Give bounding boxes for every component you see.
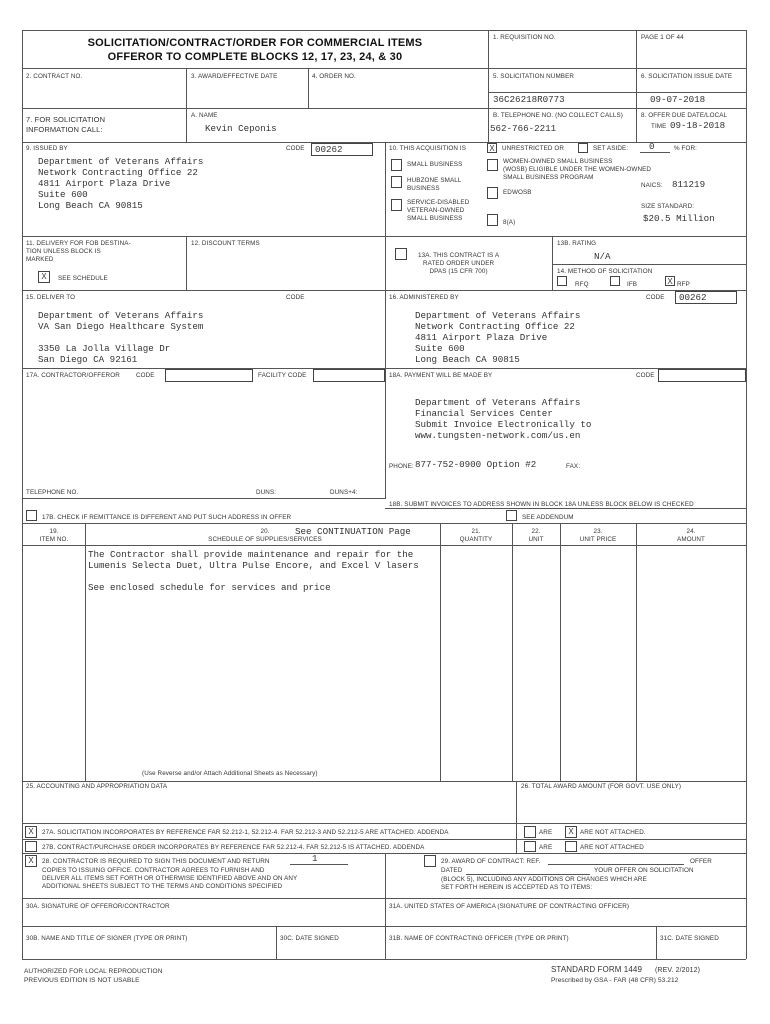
administered-code: 00262 bbox=[679, 292, 707, 303]
discount-terms-label: 12. DISCOUNT TERMS bbox=[191, 240, 260, 247]
contractor-code-label: CODE bbox=[136, 372, 155, 379]
unrestricted-checkbox[interactable]: X bbox=[487, 143, 497, 153]
set-aside-label: SET ASIDE: bbox=[593, 145, 629, 152]
solicitation-no-field[interactable]: 36C26218R0773 bbox=[493, 94, 565, 105]
issued-by-code-label: CODE bbox=[286, 145, 305, 152]
eight-a-label: 8(A) bbox=[503, 219, 516, 226]
offer-label: OFFER bbox=[690, 858, 712, 865]
col-unit-price: 23. UNIT PRICE bbox=[579, 528, 617, 543]
info-call-label: 7. FOR SOLICITATION INFORMATION CALL: bbox=[26, 115, 106, 134]
continuation-note: See CONTINUATION Page bbox=[295, 526, 411, 537]
col-schedule: 20. SCHEDULE OF SUPPLIES/SERVICES bbox=[208, 528, 322, 543]
rfp-label: RFP bbox=[677, 281, 690, 288]
offeror-signature-label: 30A. SIGNATURE OF OFFEROR/CONTRACTOR bbox=[26, 903, 170, 910]
far-27b-checkbox[interactable] bbox=[25, 841, 37, 852]
hubzone-checkbox[interactable] bbox=[391, 176, 402, 188]
col-quantity: 21. QUANTITY bbox=[459, 528, 493, 543]
rfq-label: RFQ bbox=[575, 281, 589, 288]
sign-required-checkbox[interactable]: X bbox=[25, 855, 37, 867]
duns-label: DUNS: bbox=[256, 489, 277, 496]
unrestricted-label: UNRESTRICTED OR bbox=[502, 145, 565, 152]
offeror-date-label: 30C. DATE SIGNED bbox=[280, 935, 339, 942]
payment-code-box[interactable] bbox=[658, 369, 746, 382]
ifb-checkbox[interactable] bbox=[610, 276, 620, 286]
payment-phone-label: PHONE: bbox=[389, 463, 414, 470]
small-business-label: SMALL BUSINESS bbox=[407, 161, 463, 168]
phone-field[interactable]: 562-766-2211 bbox=[490, 123, 557, 134]
award-ref-label: 29. AWARD OF CONTRACT: REF. bbox=[441, 858, 541, 865]
far-27a-checkbox[interactable]: X bbox=[25, 826, 37, 838]
are-not-27b-checkbox[interactable] bbox=[565, 841, 577, 852]
sign-required-label: 28. CONTRACTOR IS REQUIRED TO SIGN THIS DOCUMENT AND RETURN bbox=[42, 858, 270, 865]
remittance-checkbox[interactable] bbox=[26, 510, 37, 521]
delivery-fob-label: 11. DELIVERY FOR FOB DESTINA- TION UNLESS BLOCK IS MARKED bbox=[26, 240, 131, 263]
co-name-label: 31B. NAME OF CONTRACTING OFFICER (TYPE OR PRINT) bbox=[389, 935, 569, 942]
rated-order-label: 13A. THIS CONTRACT IS A RATED ORDER UNDER DPAS (15 CFR 700) bbox=[418, 252, 500, 275]
form-title-line1: SOLICITATION/CONTRACT/ORDER FOR COMMERCIAL ITEMS bbox=[87, 37, 423, 49]
administered-by-address: Department of Veterans Affairs Network Contracting Office 22 4811 Airport Plaza Drive Suite 600 Long Beach CA 90815 bbox=[415, 310, 581, 365]
addendum-checkbox[interactable] bbox=[506, 510, 517, 521]
payment-label: 18A. PAYMENT WILL BE MADE BY bbox=[389, 372, 493, 379]
footer-prescribed: Prescribed by GSA - FAR (48 CFR) 53.212 bbox=[551, 977, 679, 984]
contract-no-label: 2. CONTRACT NO. bbox=[26, 73, 83, 80]
award-date-label: 3. AWARD/EFFECTIVE DATE bbox=[191, 73, 278, 80]
time-label: TIME bbox=[651, 123, 667, 130]
deliver-to-code-label: CODE bbox=[286, 294, 305, 301]
pct-for-label: % FOR: bbox=[674, 145, 697, 152]
method-label: 14. METHOD OF SOLICITATION bbox=[557, 268, 653, 275]
facility-code-box[interactable] bbox=[313, 369, 385, 382]
footer-revision: (REV. 2/2012) bbox=[655, 967, 701, 974]
hubzone-label: HUBZONE SMALL BUSINESS bbox=[407, 177, 462, 192]
sign-required-text: COPIES TO ISSUING OFFICE. CONTRACTOR AGREES TO FURNISH AND DELIVER ALL ITEMS SET FORTH OR OTHERWISE IDENTIFIED ABOVE AND ON ANY ADDITIONAL SHEETS SUBJECT TO THE TERMS AND CONDITIONS SPECIFIED bbox=[42, 867, 298, 890]
facility-code-label: FACILITY CODE bbox=[258, 372, 307, 379]
col-item-no: 19. ITEM NO. bbox=[39, 528, 69, 543]
far-27b-label: 27B. CONTRACT/PURCHASE ORDER INCORPORATES BY REFERENCE FAR 52.212-4. FAR 52.212-5 IS ATTACHED. ADDENDA bbox=[42, 844, 425, 851]
signer-name-label: 30B. NAME AND TITLE OF SIGNER (TYPE OR PRINT) bbox=[26, 935, 188, 942]
issued-by-code-box[interactable] bbox=[311, 143, 373, 156]
see-schedule-checkbox[interactable]: X bbox=[38, 271, 50, 283]
footer-reproduction: AUTHORIZED FOR LOCAL REPRODUCTION PREVIOUS EDITION IS NOT USABLE bbox=[24, 968, 163, 984]
are-27a-checkbox[interactable] bbox=[524, 826, 536, 838]
rfp-checkbox[interactable]: X bbox=[665, 276, 675, 286]
size-standard-label: SIZE STANDARD: bbox=[641, 203, 695, 210]
contact-name-label: A. NAME bbox=[191, 112, 218, 119]
payment-address: Department of Veterans Affairs Financial Services Center Submit Invoice Electronically to www.tungsten-network.com/us.en bbox=[415, 397, 592, 441]
your-offer-label: YOUR OFFER ON SOLICITATION bbox=[594, 867, 694, 874]
are-not-27a-label: ARE NOT ATTACHED. bbox=[580, 829, 646, 836]
set-aside-checkbox[interactable] bbox=[578, 143, 588, 153]
col-amount: 24. AMOUNT bbox=[677, 528, 705, 543]
payment-phone-field[interactable]: 877-752-0900 Option #2 bbox=[415, 459, 537, 470]
small-business-checkbox[interactable] bbox=[391, 159, 402, 171]
col-unit: 22. UNIT bbox=[528, 528, 544, 543]
form-title-line2: OFFEROR TO COMPLETE BLOCKS 12, 17, 23, 24, & 30 bbox=[107, 51, 403, 63]
sdvosb-checkbox[interactable] bbox=[391, 199, 402, 211]
rating-label: 13B. RATING bbox=[557, 240, 597, 247]
addendum-label: SEE ADDENDUM bbox=[522, 514, 574, 521]
contractor-code-box[interactable] bbox=[165, 369, 253, 382]
offer-due-label: 8. OFFER DUE DATE/LOCAL bbox=[641, 112, 728, 119]
naics-label: NAICS: bbox=[641, 182, 663, 189]
usa-signature-label: 31A. UNITED STATES OF AMERICA (SIGNATURE OF CONTRACTING OFFICER) bbox=[389, 903, 630, 910]
far-27a-label: 27A. SOLICITATION INCORPORATES BY REFERENCE FAR 52.212-1, 52.212-4. FAR 52.212-3 AND 52.212-5 ARE ATTACHED. ADDENDA bbox=[42, 829, 449, 836]
deliver-to-address: Department of Veterans Affairs VA San Diego Healthcare System 3350 La Jolla Village Dr San Diego CA 92161 bbox=[38, 310, 204, 365]
naics-field[interactable]: 811219 bbox=[672, 179, 706, 190]
acquisition-label: 10. THIS ACQUISITION IS bbox=[389, 145, 467, 152]
award-text: (BLOCK 5), INCLUDING ANY ADDITIONS OR CHANGES WHICH ARE SET FORTH HEREIN IS ACCEPTED AS TO ITEMS: bbox=[441, 876, 647, 891]
administered-code-box[interactable] bbox=[675, 291, 737, 304]
schedule-footnote: (Use Reverse and/or Attach Additional Sheets as Necessary) bbox=[142, 770, 318, 777]
ifb-label: IFB bbox=[627, 281, 638, 288]
contractor-label: 17A. CONTRACTOR/OFFEROR bbox=[26, 372, 120, 379]
co-date-label: 31C. DATE SIGNED bbox=[660, 935, 719, 942]
copies-field[interactable]: 1 bbox=[312, 853, 318, 864]
solicitation-no-label: 5. SOLICITATION NUMBER bbox=[493, 73, 575, 80]
phone-label: B. TELEPHONE NO. (NO COLLECT CALLS) bbox=[493, 112, 623, 119]
issue-date-field[interactable]: 09-07-2018 bbox=[650, 94, 706, 105]
edwosb-label: EDWOSB bbox=[503, 189, 532, 196]
issued-by-address: Department of Veterans Affairs Network Contracting Office 22 4811 Airport Plaza Drive Suite 600 Long Beach CA 90815 bbox=[38, 156, 204, 211]
award-checkbox[interactable] bbox=[424, 855, 436, 867]
are-not-27a-checkbox[interactable]: X bbox=[565, 826, 577, 838]
dated-label: DATED bbox=[441, 867, 463, 874]
order-no-label: 4. ORDER NO. bbox=[312, 73, 356, 80]
wosb-label: WOMEN-OWNED SMALL BUSINESS (WOSB) ELIGIBLE UNDER THE WOMEN-OWNED SMALL BUSINESS PROGRAM bbox=[503, 158, 652, 181]
set-aside-pct[interactable]: 0 bbox=[649, 141, 655, 152]
issue-date-label: 6. SOLICITATION ISSUE DATE bbox=[641, 73, 733, 80]
footer-form-name: STANDARD FORM 1449 bbox=[551, 965, 643, 974]
size-standard-field[interactable]: $20.5 Million bbox=[643, 213, 715, 224]
rated-order-checkbox[interactable] bbox=[395, 248, 407, 260]
are-27b-label: ARE bbox=[539, 844, 553, 851]
administered-code-label: CODE bbox=[646, 294, 665, 301]
submit-invoices-label: 18B. SUBMIT INVOICES TO ADDRESS SHOWN IN BLOCK 18A UNLESS BLOCK BELOW IS CHECKED bbox=[389, 501, 694, 508]
remittance-label: 17B. CHECK IF REMITTANCE IS DIFFERENT AND PUT SUCH ADDRESS IN OFFER bbox=[42, 514, 292, 521]
fax-label: FAX: bbox=[566, 463, 581, 470]
are-not-27b-label: ARE NOT ATTACHED bbox=[580, 844, 644, 851]
schedule-description: The Contractor shall provide maintenance and repair for the Lumenis Selecta Duet, Ultra Pulse Encore, and Excel V lasers See enclosed schedule for services and price bbox=[88, 549, 419, 593]
requisition-label: 1. REQUISITION NO. bbox=[493, 34, 556, 41]
are-27a-label: ARE bbox=[539, 829, 553, 836]
sdvosb-label: SERVICE-DISABLED VETERAN-OWNED SMALL BUSINESS bbox=[407, 199, 470, 222]
rfq-checkbox[interactable] bbox=[557, 276, 567, 286]
page-count-label: PAGE 1 OF 44 bbox=[641, 34, 684, 41]
eight-a-checkbox[interactable] bbox=[487, 214, 498, 226]
duns4-label: DUNS+4: bbox=[330, 489, 358, 496]
administered-by-label: 16. ADMINISTERED BY bbox=[389, 294, 459, 301]
issued-by-label: 9. ISSUED BY bbox=[26, 145, 68, 152]
see-schedule-label: SEE SCHEDULE bbox=[58, 275, 108, 282]
issued-by-code: 00262 bbox=[315, 144, 343, 155]
edwosb-checkbox[interactable] bbox=[487, 187, 498, 199]
telephone-label: TELEPHONE NO. bbox=[26, 489, 79, 496]
offer-due-field[interactable]: 09-18-2018 bbox=[670, 120, 726, 131]
deliver-to-label: 15. DELIVER TO bbox=[26, 294, 76, 301]
payment-code-label: CODE bbox=[636, 372, 655, 379]
rating-field[interactable]: N/A bbox=[594, 251, 611, 262]
total-award-label: 26. TOTAL AWARD AMOUNT (FOR GOVT. USE ONLY) bbox=[521, 783, 682, 790]
are-27b-checkbox[interactable] bbox=[524, 841, 536, 852]
contact-name-field[interactable]: Kevin Ceponis bbox=[205, 123, 277, 134]
wosb-checkbox[interactable] bbox=[487, 159, 498, 171]
accounting-label: 25. ACCOUNTING AND APPROPRIATION DATA bbox=[26, 783, 168, 790]
